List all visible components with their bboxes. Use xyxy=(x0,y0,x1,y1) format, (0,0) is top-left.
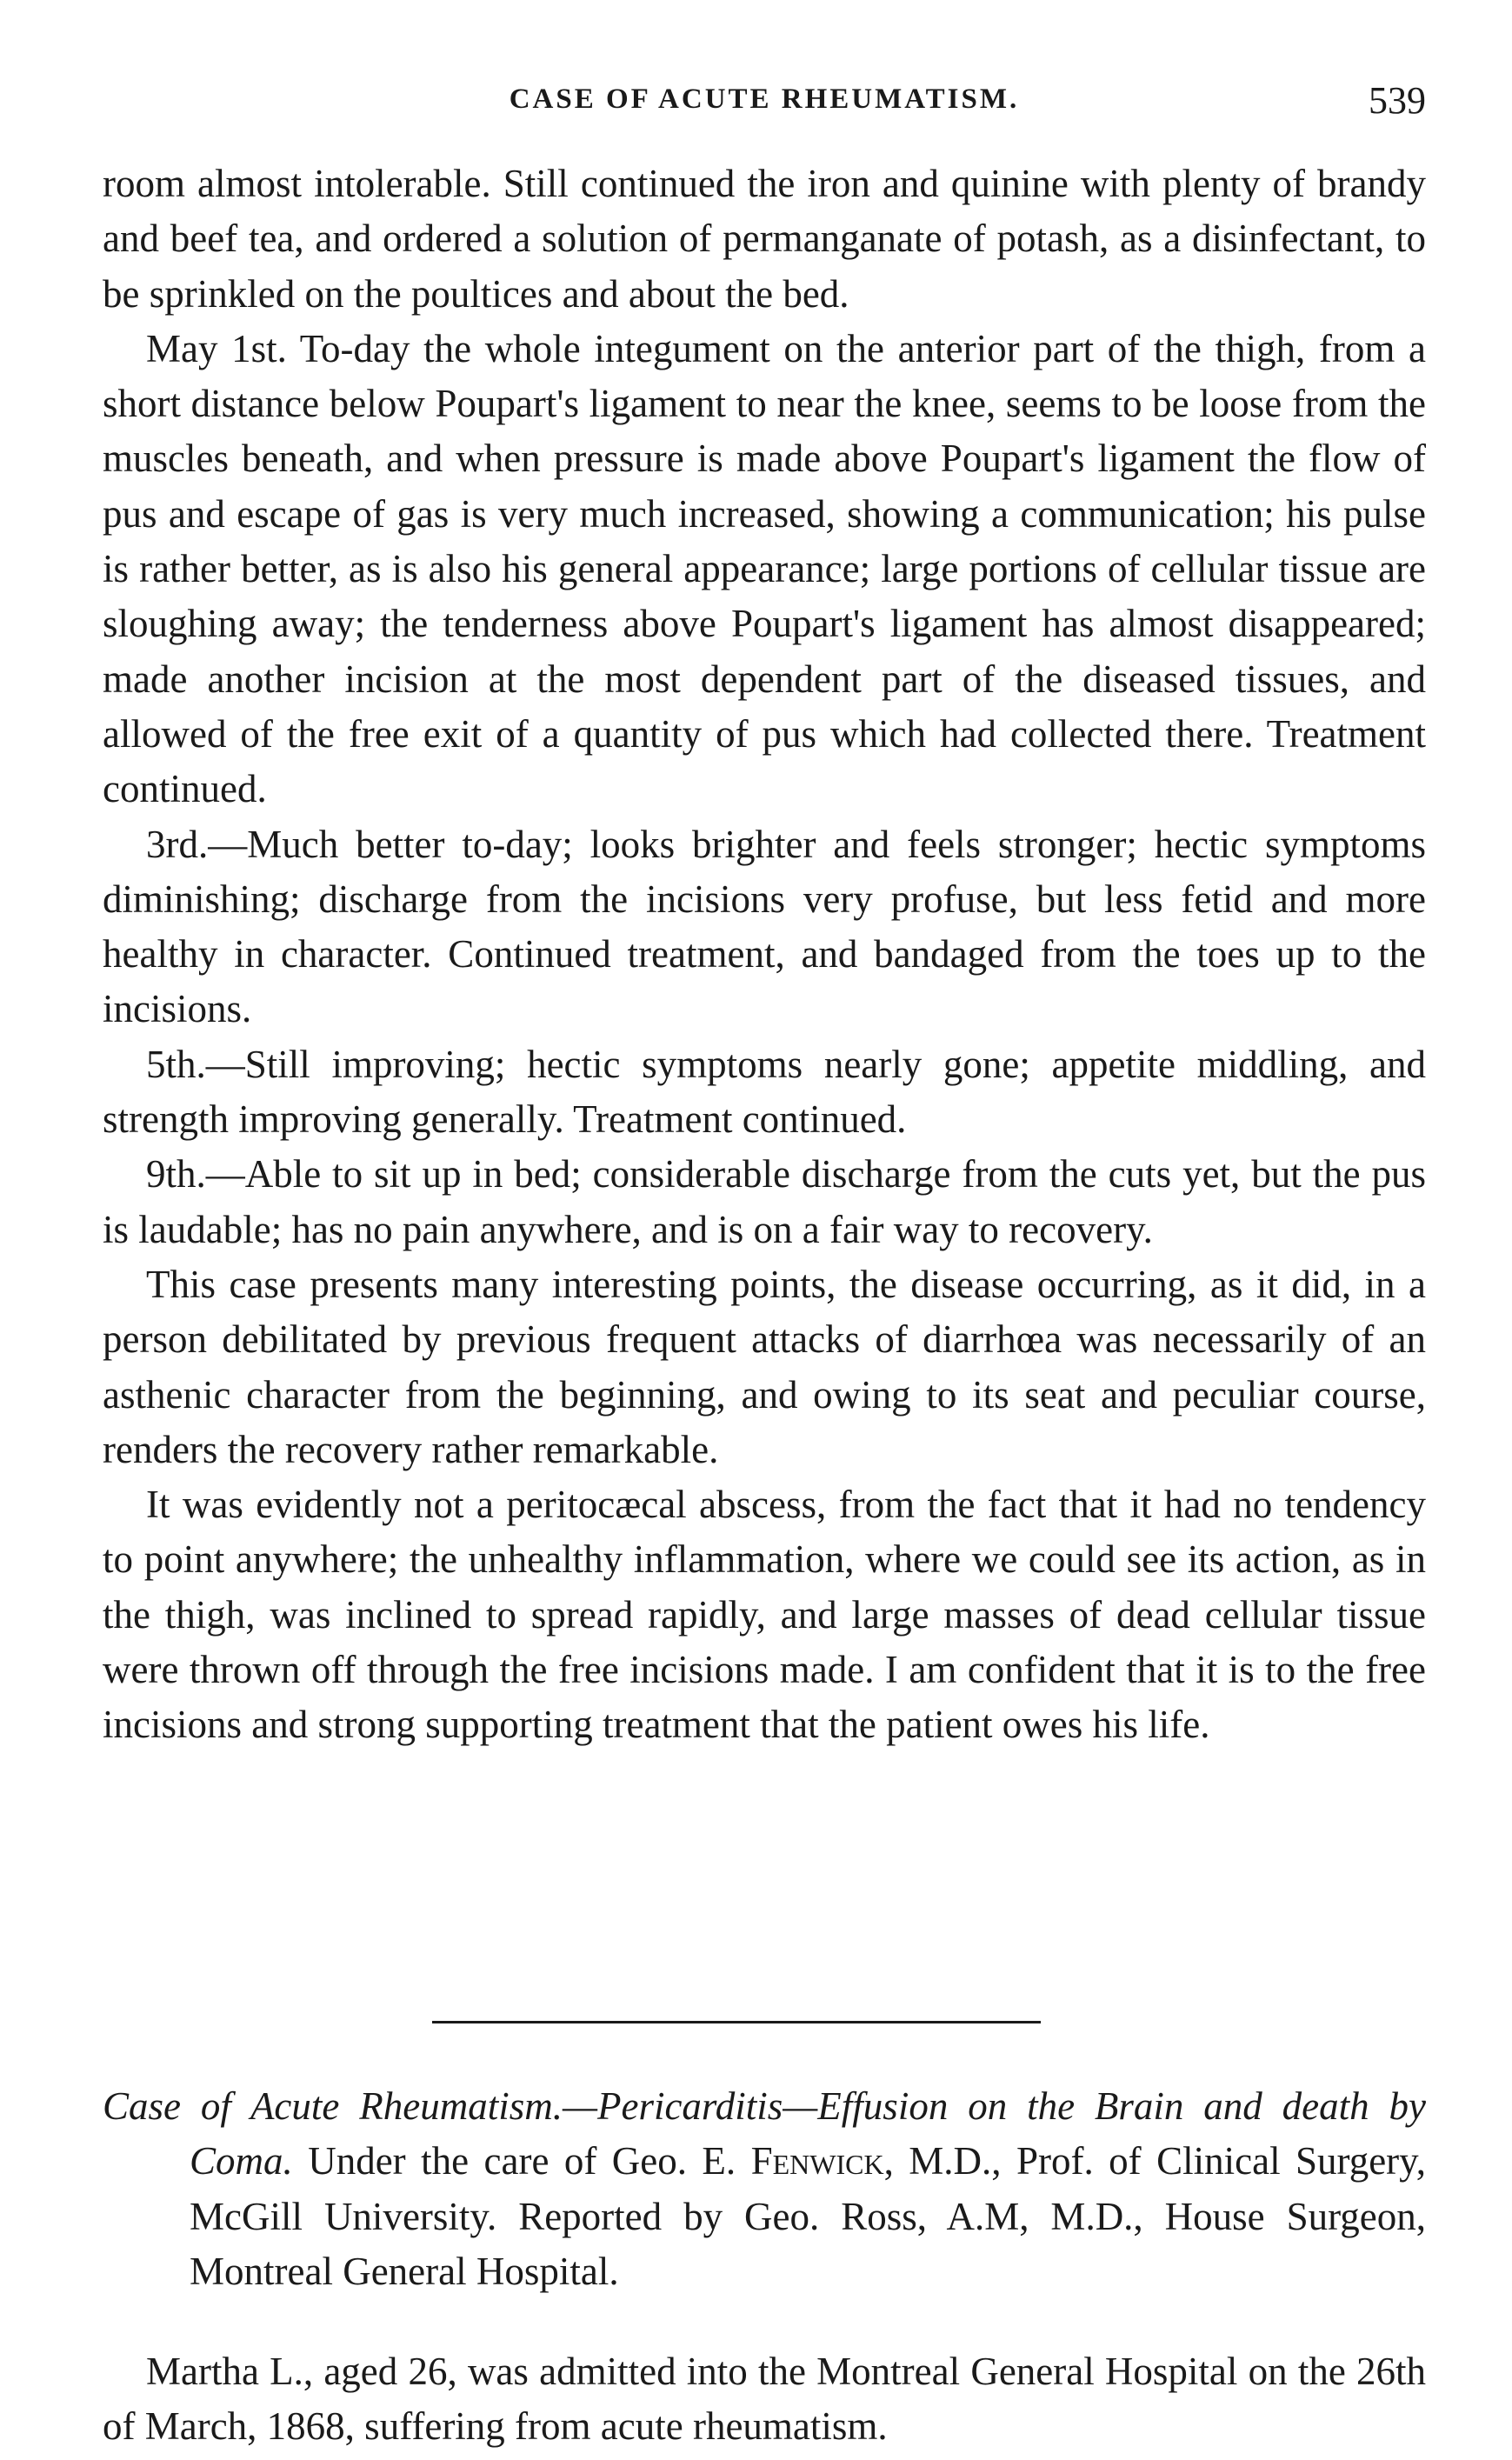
paragraph-5th: 5th.—Still improving; hectic symptoms nearly gone; appetite middling, and strength improving generally. Treatment continued. xyxy=(103,1042,1426,1142)
care-surname: Fenwick xyxy=(750,2139,884,2183)
article-body xyxy=(103,2344,1426,2455)
article-title: Case of Acute Rheumatism.—Pericarditis—Effusion on the Brain and death by Coma. xyxy=(103,2084,1426,2183)
paragraph-9th: 9th.—Able to sit up in bed; considerable discharge from the cuts yet, but the pus is laudable; has no pain anywhere, and is on a fair way to recovery. xyxy=(103,1152,1426,1251)
running-title: CASE OF ACUTE RHEUMATISM. xyxy=(509,83,1020,115)
paragraph-3rd: 3rd.—Much better to-day; looks brighter and feels stronger; hectic symptoms diminishing; discharge from the incisions very profuse, but less fetid and more healthy in character. Continued treatment, and bandaged from the toes up to the incisions. xyxy=(103,822,1426,1031)
body-text xyxy=(103,157,1426,1753)
paragraph-may-1st: May 1st. To-day the whole integument on the anterior part of the thigh, from a short distance below Poupart's ligament to near the knee, seems to be loose from the muscles beneath, and when pressure is made above Poupart's ligament the flow of pus and escape of gas is very much increased, showing a communication; his pulse is rather better, as is also his general appearance; large portions of cellular tissue are sloughing away; the tenderness above Poupart's ligament has almost disappeared; made another incision at the most dependent part of the diseased tissues, and allowed of the free exit of a quantity of pus which had collected there. Treatment continued. xyxy=(103,326,1426,811)
paragraph-continued: room almost intolerable. Still continued the iron and quinine with plenty of brandy and beef tea, and ordered a solution of permanganate of potash, as a disinfectant, to be sprinkled on the poultices and about the bed. xyxy=(103,162,1426,316)
running-head xyxy=(103,77,1426,129)
care-suffix: , M.D., Prof. of Clinical Surgery, McGill University. Reported by Geo. Ross, A.M, M.D., House Surgeon, Montreal General Hospital. xyxy=(190,2139,1426,2293)
section-divider xyxy=(432,2021,1041,2023)
paragraph-case-points: This case presents many interesting points, the disease occurring, as it did, in a person debilitated by previous frequent attacks of diarrhœa was necessarily of an asthenic character from the beginning, and owing to its seat and peculiar course, renders the recovery rather remarkable. xyxy=(103,1262,1426,1471)
care-prefix: Under the care of Geo. E. xyxy=(308,2139,736,2183)
paragraph-conclusion: It was evidently not a peritocæcal abscess, from the fact that it had no tendency to point anywhere; the unhealthy inflammation, where we could see its action, as in the thigh, was inclined to spread rapidly, and large masses of dead cellular tissue were thrown off through the free incisions made. I am confident that it is to the free incisions and strong supporting treatment that the patient owes his life. xyxy=(103,1483,1426,1747)
page-number: 539 xyxy=(1369,79,1426,122)
article-heading xyxy=(103,2079,1426,2299)
article-first-paragraph: Martha L., aged 26, was admitted into the Montreal General Hospital on the 26th of March, 1868, suffering from acute rheumatism. xyxy=(103,2350,1426,2449)
